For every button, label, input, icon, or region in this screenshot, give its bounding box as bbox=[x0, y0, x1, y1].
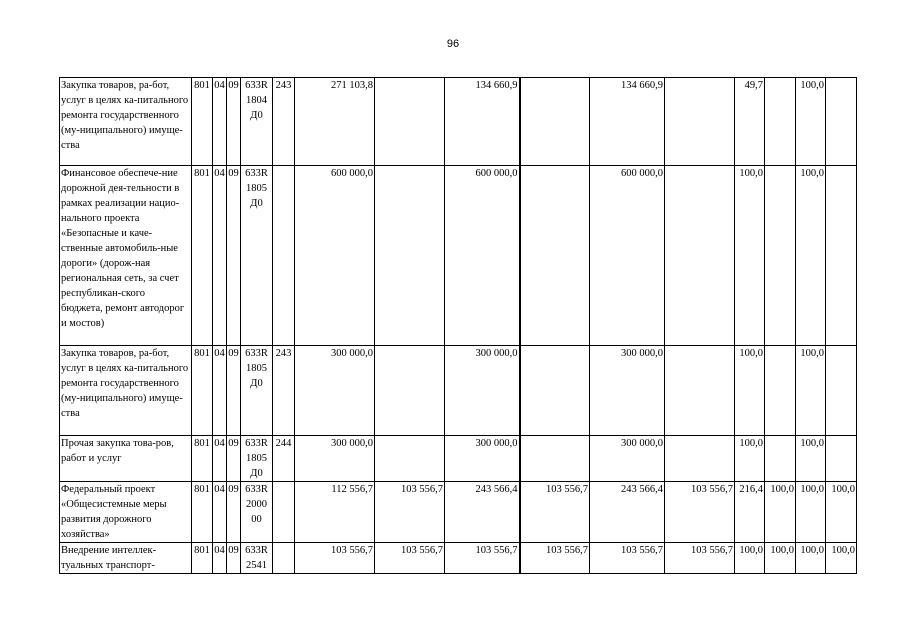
section-code-cell: 04 bbox=[213, 78, 227, 166]
expense-type-cell bbox=[273, 482, 295, 543]
value-cell-1: 112 556,7 bbox=[295, 482, 375, 543]
row-name-cell: Внедрение интеллек-туальных транспорт- bbox=[60, 543, 192, 574]
value-cell-2 bbox=[375, 166, 445, 346]
section-code-cell: 04 bbox=[213, 543, 227, 574]
value-cell-5: 243 566,4 bbox=[590, 482, 665, 543]
value-cell-5: 300 000,0 bbox=[590, 346, 665, 436]
value-cell-2 bbox=[375, 346, 445, 436]
percent-cell-2 bbox=[765, 346, 796, 436]
chapter-code-cell: 801 bbox=[192, 346, 213, 436]
value-cell-5: 300 000,0 bbox=[590, 436, 665, 482]
value-cell-2 bbox=[375, 78, 445, 166]
budget-table bbox=[59, 77, 857, 574]
percent-cell-2 bbox=[765, 78, 796, 166]
section-code-cell: 04 bbox=[213, 346, 227, 436]
section-code-cell: 04 bbox=[213, 166, 227, 346]
percent-cell-4 bbox=[826, 166, 857, 346]
target-article-cell: 633R 2541 bbox=[241, 543, 273, 574]
percent-cell-4: 100,0 bbox=[826, 482, 857, 543]
value-cell-1: 103 556,7 bbox=[295, 543, 375, 574]
subsection-code-cell: 09 bbox=[227, 166, 241, 346]
value-cell-5: 103 556,7 bbox=[590, 543, 665, 574]
percent-cell-2: 100,0 bbox=[765, 482, 796, 543]
value-cell-6: 103 556,7 bbox=[665, 482, 735, 543]
percent-cell-3: 100,0 bbox=[796, 166, 826, 346]
value-cell-3: 300 000,0 bbox=[445, 346, 520, 436]
table-row bbox=[60, 543, 857, 574]
percent-cell-3: 100,0 bbox=[796, 346, 826, 436]
percent-cell-3: 100,0 bbox=[796, 543, 826, 574]
row-name-cell: Закупка товаров, ра-бот, услуг в целях ка-питального ремонта государственного (му-ниципального) имуще-ства bbox=[60, 346, 192, 436]
row-name-cell: Финансовое обеспече-ние дорожной дея-тельности в рамках реализации нацио-нального проекта «Безопасные и каче-ственные автомобиль-ные дороги» (дорож-ная региональная сеть, за счет республикан-ского бюджета, ремонт автодорог и мостов) bbox=[60, 166, 192, 346]
percent-cell-4 bbox=[826, 436, 857, 482]
value-cell-3: 243 566,4 bbox=[445, 482, 520, 543]
percent-cell-1: 216,4 bbox=[735, 482, 765, 543]
percent-cell-1: 100,0 bbox=[735, 543, 765, 574]
table-row bbox=[60, 166, 857, 346]
table-row bbox=[60, 436, 857, 482]
chapter-code-cell: 801 bbox=[192, 166, 213, 346]
percent-cell-1: 100,0 bbox=[735, 346, 765, 436]
percent-cell-2 bbox=[765, 166, 796, 346]
value-cell-3: 600 000,0 bbox=[445, 166, 520, 346]
value-cell-4 bbox=[520, 78, 590, 166]
subsection-code-cell: 09 bbox=[227, 543, 241, 574]
expense-type-cell bbox=[273, 166, 295, 346]
row-name-cell: Закупка товаров, ра-бот, услуг в целях ка-питального ремонта государственного (му-ниципального) имуще-ства bbox=[60, 78, 192, 166]
target-article-cell: 633R 1805 Д0 bbox=[241, 436, 273, 482]
subsection-code-cell: 09 bbox=[227, 346, 241, 436]
value-cell-1: 600 000,0 bbox=[295, 166, 375, 346]
value-cell-5: 600 000,0 bbox=[590, 166, 665, 346]
percent-cell-1: 49,7 bbox=[735, 78, 765, 166]
percent-cell-3: 100,0 bbox=[796, 78, 826, 166]
subsection-code-cell: 09 bbox=[227, 78, 241, 166]
table-row bbox=[60, 346, 857, 436]
value-cell-6 bbox=[665, 436, 735, 482]
value-cell-2: 103 556,7 bbox=[375, 543, 445, 574]
expense-type-cell: 243 bbox=[273, 346, 295, 436]
expense-type-cell: 243 bbox=[273, 78, 295, 166]
expense-type-cell bbox=[273, 543, 295, 574]
value-cell-3: 134 660,9 bbox=[445, 78, 520, 166]
target-article-cell: 633R 1804 Д0 bbox=[241, 78, 273, 166]
percent-cell-4: 100,0 bbox=[826, 543, 857, 574]
chapter-code-cell: 801 bbox=[192, 436, 213, 482]
percent-cell-2: 100,0 bbox=[765, 543, 796, 574]
percent-cell-3: 100,0 bbox=[796, 436, 826, 482]
table-row bbox=[60, 78, 857, 166]
value-cell-1: 300 000,0 bbox=[295, 346, 375, 436]
target-article-cell: 633R 1805 Д0 bbox=[241, 346, 273, 436]
value-cell-3: 300 000,0 bbox=[445, 436, 520, 482]
table-row bbox=[60, 482, 857, 543]
value-cell-4: 103 556,7 bbox=[520, 543, 590, 574]
subsection-code-cell: 09 bbox=[227, 482, 241, 543]
subsection-code-cell: 09 bbox=[227, 436, 241, 482]
percent-cell-3: 100,0 bbox=[796, 482, 826, 543]
value-cell-4 bbox=[520, 166, 590, 346]
chapter-code-cell: 801 bbox=[192, 78, 213, 166]
value-cell-4 bbox=[520, 436, 590, 482]
value-cell-6 bbox=[665, 346, 735, 436]
budget-table-body bbox=[60, 78, 857, 574]
target-article-cell: 633R 2000 00 bbox=[241, 482, 273, 543]
value-cell-6: 103 556,7 bbox=[665, 543, 735, 574]
value-cell-4 bbox=[520, 346, 590, 436]
row-name-cell: Федеральный проект «Общесистемные меры развития дорожного хозяйства» bbox=[60, 482, 192, 543]
value-cell-6 bbox=[665, 166, 735, 346]
chapter-code-cell: 801 bbox=[192, 482, 213, 543]
section-code-cell: 04 bbox=[213, 482, 227, 543]
value-cell-6 bbox=[665, 78, 735, 166]
row-name-cell: Прочая закупка това-ров, работ и услуг bbox=[60, 436, 192, 482]
chapter-code-cell: 801 bbox=[192, 543, 213, 574]
page-number: 96 bbox=[446, 38, 460, 50]
section-code-cell: 04 bbox=[213, 436, 227, 482]
percent-cell-1: 100,0 bbox=[735, 166, 765, 346]
value-cell-1: 300 000,0 bbox=[295, 436, 375, 482]
value-cell-5: 134 660,9 bbox=[590, 78, 665, 166]
expense-type-cell: 244 bbox=[273, 436, 295, 482]
target-article-cell: 633R 1805 Д0 bbox=[241, 166, 273, 346]
percent-cell-1: 100,0 bbox=[735, 436, 765, 482]
value-cell-4: 103 556,7 bbox=[520, 482, 590, 543]
value-cell-2 bbox=[375, 436, 445, 482]
value-cell-1: 271 103,8 bbox=[295, 78, 375, 166]
value-cell-2: 103 556,7 bbox=[375, 482, 445, 543]
percent-cell-4 bbox=[826, 346, 857, 436]
percent-cell-4 bbox=[826, 78, 857, 166]
value-cell-3: 103 556,7 bbox=[445, 543, 520, 574]
percent-cell-2 bbox=[765, 436, 796, 482]
